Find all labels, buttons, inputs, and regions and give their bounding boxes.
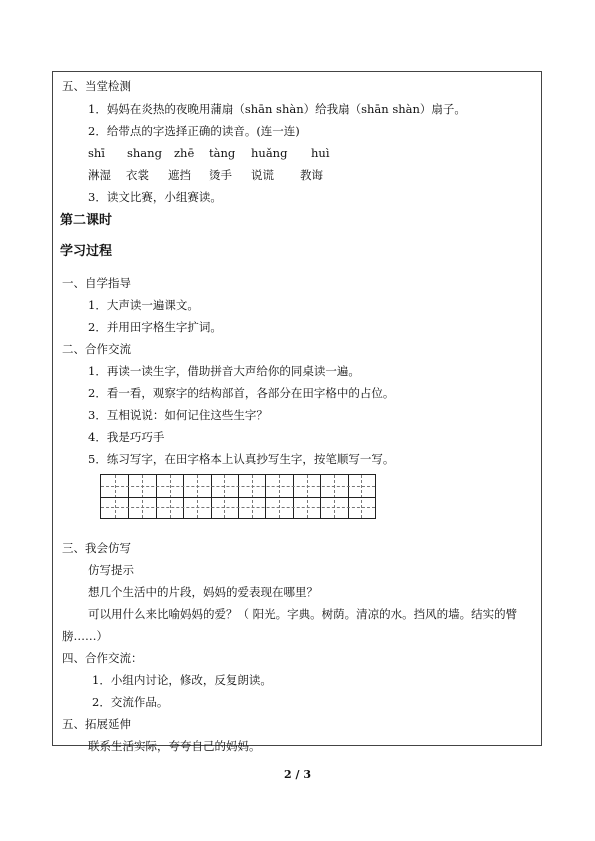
pinyin-item: huì	[311, 146, 330, 160]
word-item: 淋湿	[88, 168, 111, 182]
lesson-2-heading: 第二课时	[60, 213, 113, 228]
word-item: 遮挡	[168, 168, 191, 182]
part-3-title: 三、我会仿写	[62, 541, 131, 555]
question-3: 3．读文比赛，小组赛读。	[88, 190, 222, 204]
part-2-item: 2．看一看，观察字的结构部首，各部分在田字格中的占位。	[88, 386, 395, 400]
pinyin-item: tàng	[209, 146, 236, 160]
part-1-item: 1．大声读一遍课文。	[88, 298, 199, 312]
imitation-question-1: 想几个生活中的片段，妈妈的爱表现在哪里？	[88, 585, 318, 599]
question-2: 2．给带点的字选择正确的读音。(连一连)	[88, 124, 300, 138]
pinyin-item: shang	[127, 146, 162, 160]
word-item: 烫手	[209, 168, 232, 182]
pinyin-item: zhē	[174, 146, 195, 160]
grid-guide-line	[101, 507, 375, 508]
part-2-item: 1．再读一读生字，借助拼音大声给你的同桌读一遍。	[88, 364, 360, 378]
word-item: 教诲	[300, 168, 323, 182]
tianzige-writing-grid	[100, 474, 376, 519]
part-1-title: 一、自学指导	[62, 276, 131, 290]
imitation-question-2: 可以用什么来比喻妈妈的爱？（ 阳光。字典。树荫。清凉的水。挡风的墙。结实的臂	[88, 607, 518, 621]
part-5-title: 五、拓展延伸	[62, 717, 131, 731]
part-2-title: 二、合作交流	[62, 342, 131, 356]
part-2-item: 3．互相说说：如何记住这些生字？	[88, 408, 268, 422]
part-5-text: 联系生活实际，夸夸自己的妈妈。	[88, 739, 261, 753]
word-item: 衣裳	[126, 168, 149, 182]
section-title-check: 五、当堂检测	[62, 79, 131, 93]
pinyin-item: shī	[88, 146, 105, 160]
grid-row-border	[101, 497, 375, 498]
part-1-item: 2．并用田字格生字扩词。	[88, 320, 222, 334]
pinyin-item: huǎng	[251, 146, 288, 160]
word-item: 说谎	[251, 168, 274, 182]
question-1: 1．妈妈在炎热的夜晚用蒲扇（shān shàn）给我扇（shān shàn）扇子。	[88, 102, 466, 116]
part-2-item: 5．练习写字，在田字格本上认真抄写生字，按笔顺写一写。	[88, 452, 395, 466]
imitation-question-2-continued: 膀……）	[62, 629, 108, 643]
page-number: 2 / 3	[284, 768, 311, 781]
learning-process-heading: 学习过程	[60, 244, 113, 259]
part-2-item: 4．我是巧巧手	[88, 430, 165, 444]
imitation-hint: 仿写提示	[88, 563, 134, 577]
grid-guide-line	[101, 486, 375, 487]
part-4-item: 1．小组内讨论，修改，反复朗读。	[92, 673, 272, 687]
part-4-title: 四、合作交流：	[62, 651, 143, 665]
part-4-item: 2．交流作品。	[92, 695, 169, 709]
